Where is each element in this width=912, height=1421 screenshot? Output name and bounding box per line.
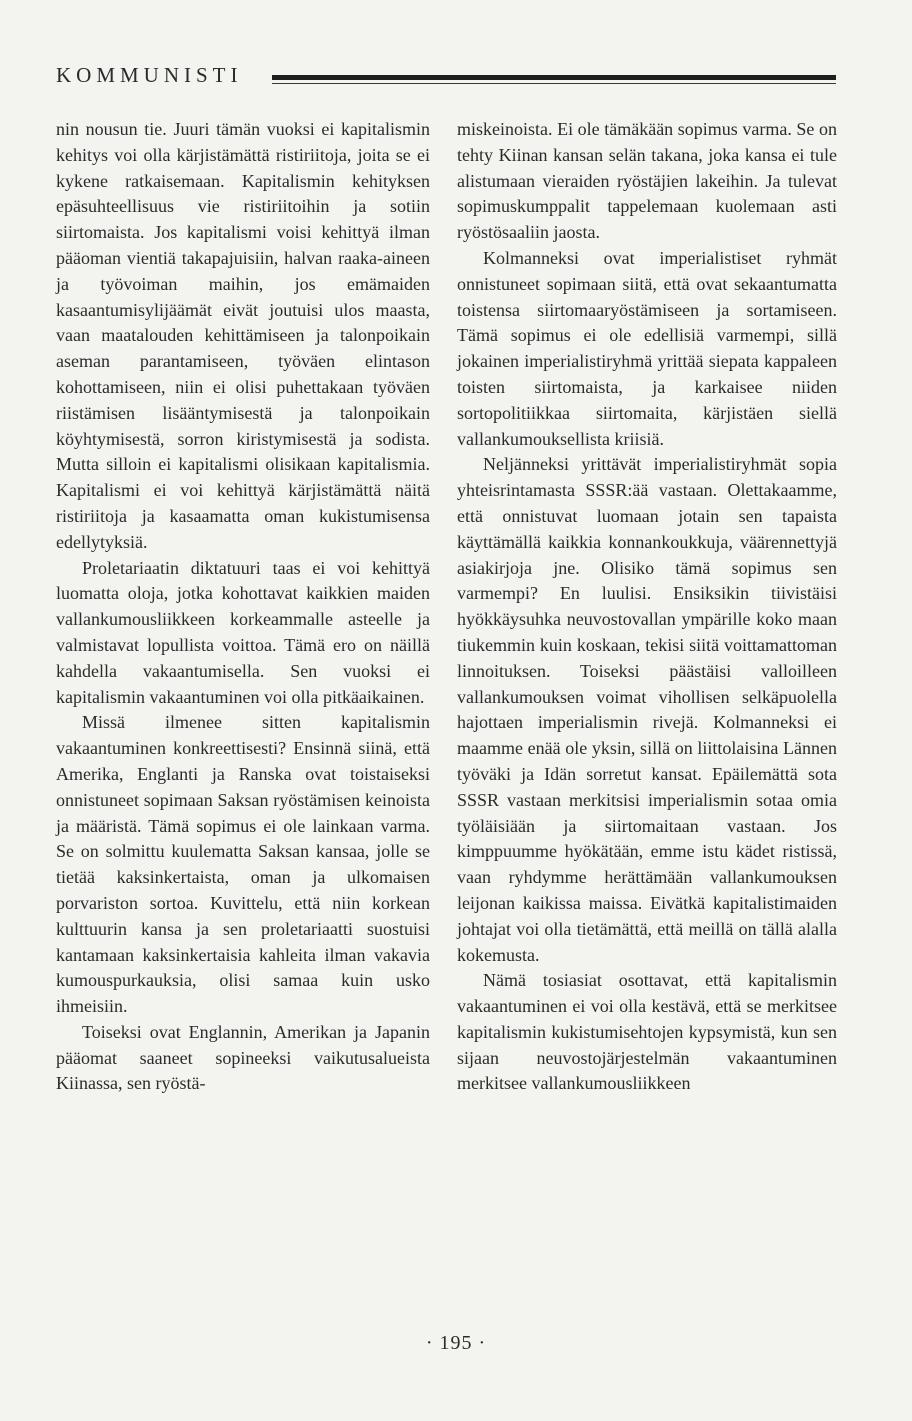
paragraph: Missä ilmenee sitten kapitalismin vakaantuminen konkreettisesti? Ensinnä siinä, että Amerika, Englanti ja Ranska ovat toistaiseksi onnistuneet sopimaan Saksan ryöstämisen keinoista ja määristä. Tämä sopimus ei ole lainkaan varma. Se on solmittu kuulematta Saksan kansaa, jolle se tietää kaksinkertaista, oman ja ulkomaisen porvariston sortoa. Kuvittelu, että niin korkean kulttuurin kansa ja sen proletariaatti suostuisi kantamaan kaksinkertaisia kahleita ilman vakavia kumouspurkauksia, olisi samaa kuin usko ihmeisiin. xyxy=(56,712,430,1017)
paragraph: Toiseksi ovat Englannin, Amerikan ja Japanin pääomat saaneet sopineeksi vaikutusalueista Kiinassa, sen ryöstä- xyxy=(56,1021,430,1094)
right-column xyxy=(457,117,837,1097)
left-column xyxy=(56,117,430,1097)
paragraph: nin nousun tie. Juuri tämän vuoksi ei kapitalismin kehitys voi olla kärjistämättä ristiriitoja, joita se ei kykene ratkaisemaan. Kapitalismin kehityksen epäsuhteellisuus vie ristiriitoihin ja sotiin siirtomaista. Jos kapitalismi voisi kehittyä ilman pääoman vientiä takapajuisiin, halvan raaka-aineen ja työvoiman maihin, jos emämaiden kasaantumisylijäämät eivät joutuisi ulos maasta, vaan maatalouden kehittämiseen ja talonpoikain aseman parantamiseen, työväen elintason kohottamiseen, niin ei olisi puhettakaan työväen riistämisen lisääntymisestä ja talonpoikain köyhtymisestä, sorron kiristymisestä ja sodista. Mutta silloin ei kapitalismi olisikaan kapitalismia. Kapitalismi ei voi kehittyä kärjistämättä näitä ristiriitoja ja kasaamatta oman kukistumisensa edellytyksiä. xyxy=(56,119,430,552)
header-rule-thin xyxy=(272,83,836,84)
running-header xyxy=(56,60,836,90)
paragraph: miskeinoista. Ei ole tämäkään sopimus varma. Se on tehty Kiinan kansan selän takana, joka kansa ei tule alistumaan vieraiden ryöstäjien lakeihin. Ja tulevat sopimuskumppalit tappelemaan kuolemaan asti ryöstösaaliin jaosta. xyxy=(457,119,837,243)
paragraph: Kolmanneksi ovat imperialistiset ryhmät onnistuneet sopimaan siitä, että ovat sekaantumatta toistensa siirtomaaryöstämiseen ja sortamiseen. Tämä sopimus ei ole edellisiä varmempi, sillä jokainen imperialistiryhmä yrittää siepata kappaleen toisten siirtomaista, ja karkaisee niiden sortopolitiikkaa siirtomaita, kärjistäen siellä vallankumouksellista kriisiä. xyxy=(457,247,837,449)
journal-title: KOMMUNISTI xyxy=(56,63,243,87)
header-rule xyxy=(272,75,836,80)
page-number: · 195 · xyxy=(425,1332,487,1354)
paragraph: Neljänneksi yrittävät imperialistiryhmät sopia yhteisrintamasta SSSR:ää vastaan. Olettakaamme, että onnistuvat luomaan jotain sen tapaista käyttämällä kaikkia konnankoukkuja, väärennettyjä asiakirjoja jne. Olisiko tämä sopimus sen varmempi? En luulisi. Ensiksikin tiivistäisi hyökkäysuhka neuvostovallan ympärille koko maan tiukemmin kuin koskaan, tekisi siitä voittamattoman linnoituksen. Toiseksi päästäisi valloilleen vallankumouksen voimat vihollisen selkäpuolella hajottaen imperialismin rivejä. Kolmanneksi ei maamme enää ole yksin, sillä on liittolaisina Lännen työväki ja Idän sorretut kansat. Epäilemättä sota SSSR vastaan merkitsisi imperialismin sotaa omia työläisiään ja siirtomaitaan vastaan. Jos kimppuumme hyökätään, emme istu kädet ristissä, vaan ryhdymme herättämään vallankumouksen leijonan kaikissa maissa. Eivätkä kapitalistimaiden johtajat voi olla tietämättä, että meillä on tällä alalla kokemusta. xyxy=(457,454,837,965)
paragraph: Proletariaatin diktatuuri taas ei voi kehittyä luomatta oloja, jotka kohottavat kaikkien maiden vallankumousliikkeen korkeammalle asteelle ja valmistavat lopullista voittoa. Tämä ero on näillä kahdella vakaantumisella. Sen vuoksi ei kapitalismin vakaantuminen voi olla pitkäaikainen. xyxy=(56,557,430,707)
paragraph: Nämä tosiasiat osottavat, että kapitalismin vakaantuminen ei voi olla kestävä, että se merkitsee kapitalismin kukistumisehtojen kypsymistä, kun sen sijaan neuvostojärjestelmän vakaantuminen merkitsee vallankumousliikkeen xyxy=(457,970,837,1094)
